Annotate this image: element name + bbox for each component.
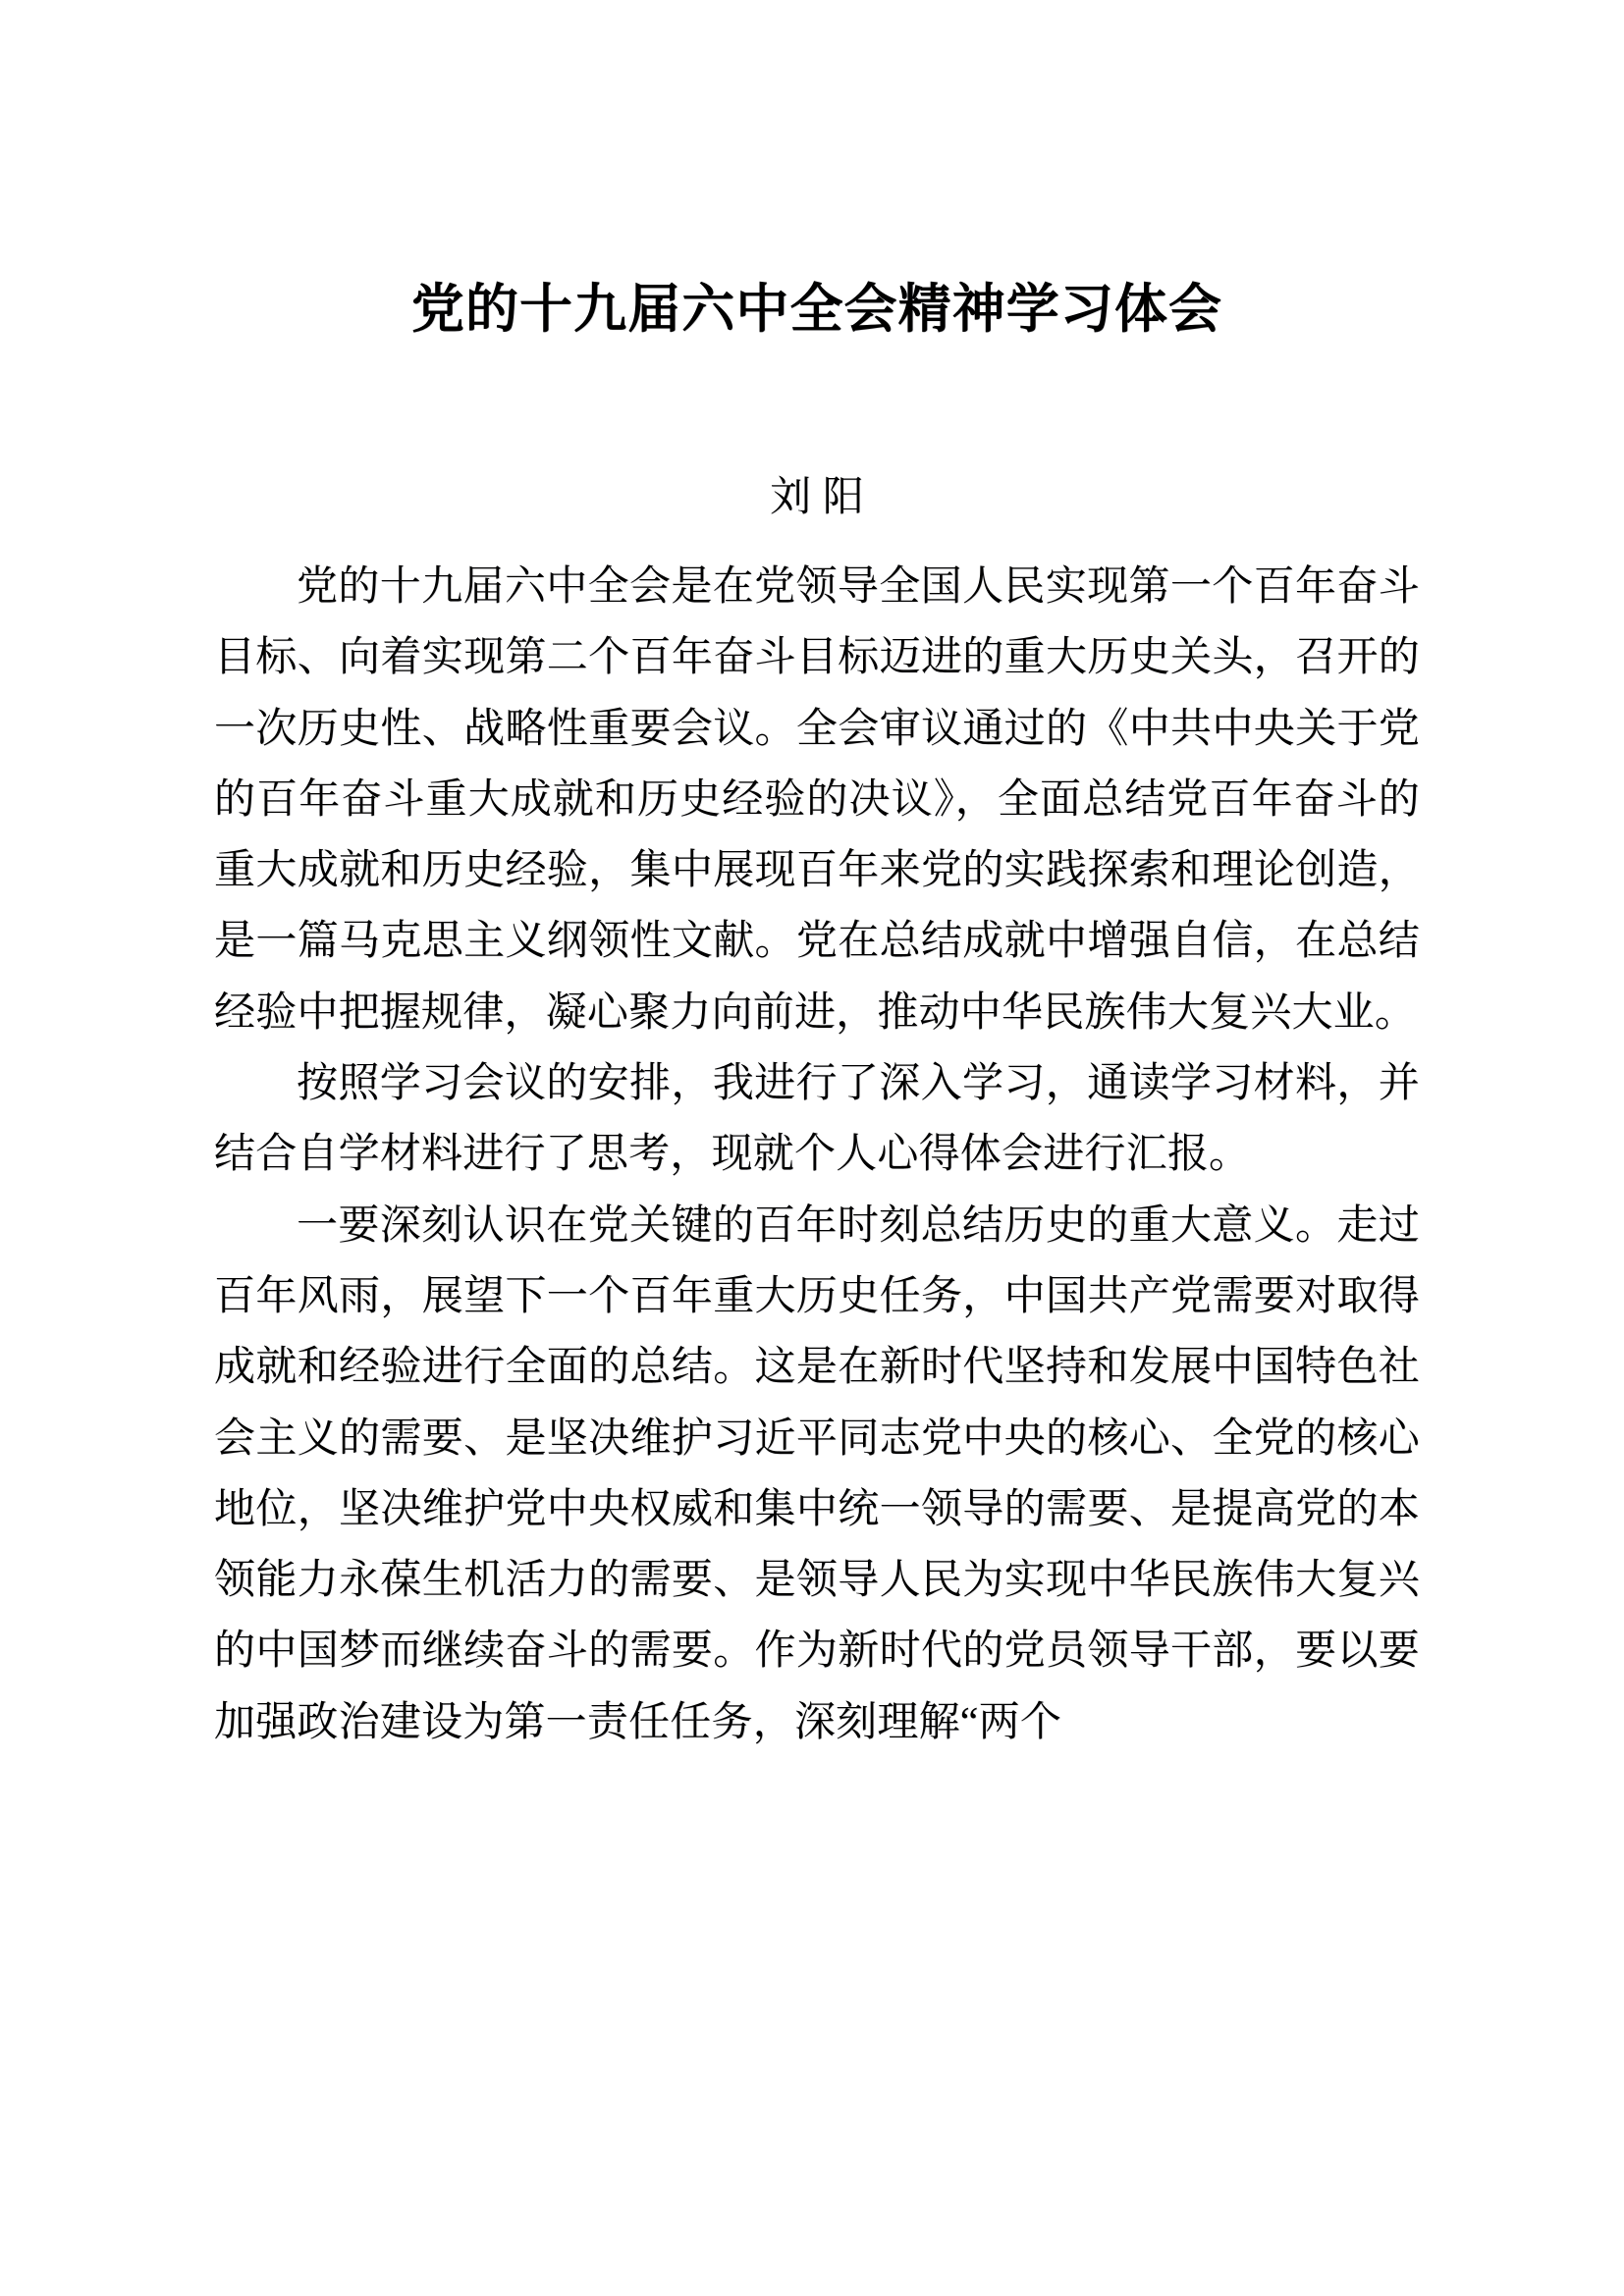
document-author: 刘阳: [770, 475, 876, 520]
body-paragraph-2: 按照学习会议的安排，我进行了深入学习，通读学习材料，并结合自学材料进行了思考，现就个人心得体会进行汇报。: [214, 1061, 1420, 1178]
body-paragraph-1: 党的十九届六中全会是在党领导全国人民实现第一个百年奋斗目标、向着实现第二个百年奋斗目标迈进的重大历史关头，召开的一次历史性、战略性重要会议。全会审议通过的《中共中央关于党的百年奋斗重大成就和历史经验的决议》，全面总结党百年奋斗的重大成就和历史经验，集中展现百年来党的实践探索和理论创造，是一篇马克思主义纲领性文献。党在总结成就中增强自信，在总结经验中把握规律，凝心聚力向前进，推动中华民族伟大复兴大业。: [214, 564, 1420, 1036]
document-body: [214, 552, 1420, 1758]
page-title: 党的十九届六中全会精神学习体会: [410, 280, 1223, 339]
body-paragraph-3: 一要深刻认识在党关键的百年时刻总结历史的重大意义。走过百年风雨，展望下一个百年重大历史任务，中国共产党需要对取得成就和经验进行全面的总结。这是在新时代坚持和发展中国特色社会主义的需要、是坚决维护习近平同志党中央的核心、全党的核心地位，坚决维护党中央权威和集中统一领导的需要、是提高党的本领能力永葆生机活力的需要、是领导人民为实现中华民族伟大复兴的中国梦而继续奋斗的需要。作为新时代的党员领导干部，要以要加强政治建设为第一责任任务，深刻理解“两个: [214, 1202, 1420, 1745]
